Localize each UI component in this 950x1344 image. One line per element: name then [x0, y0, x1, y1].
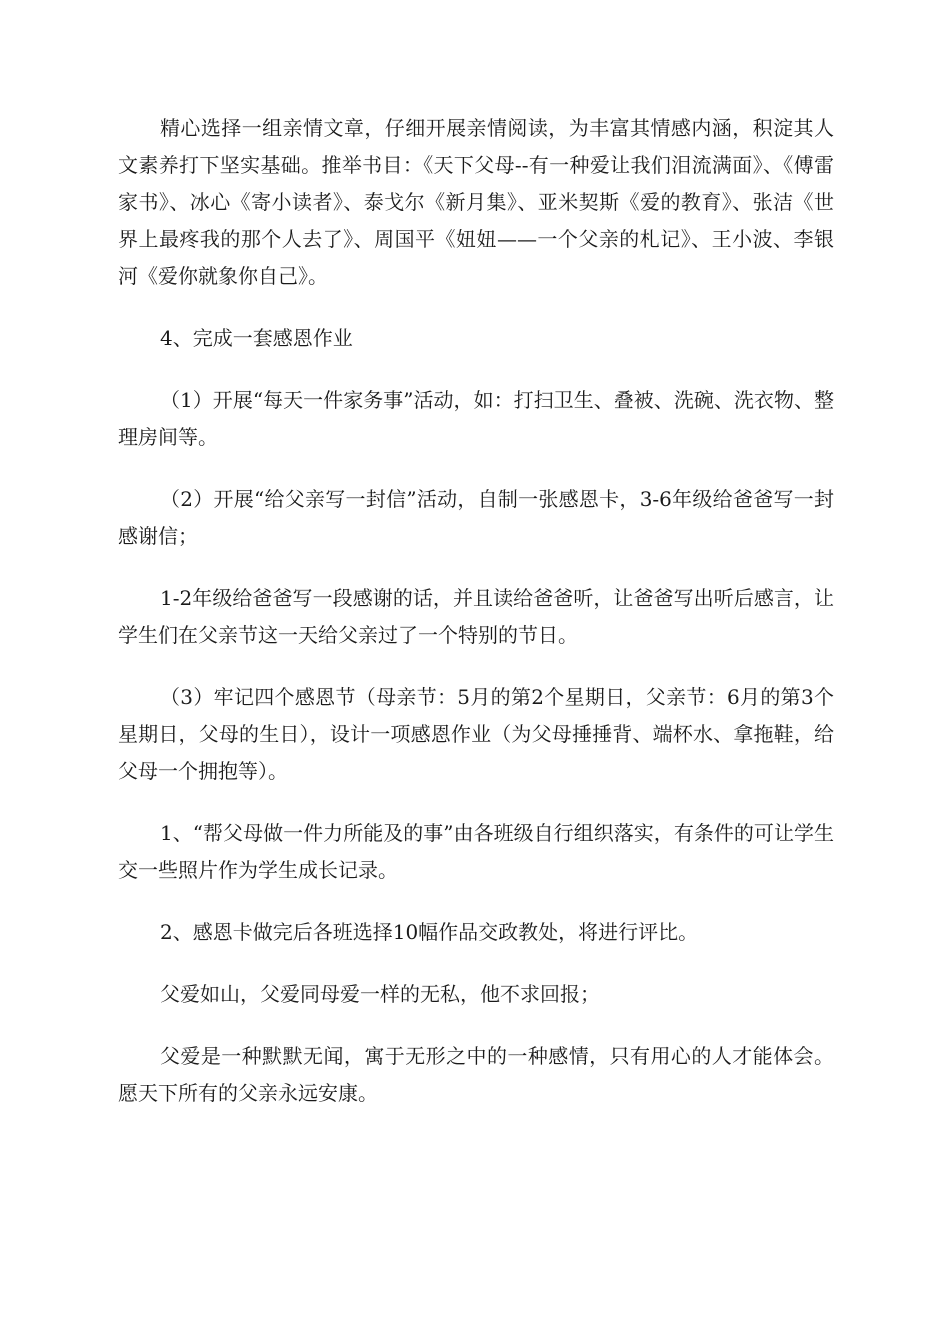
paragraph-item-3-festivals: （3）牢记四个感恩节（母亲节：5月的第2个星期日，父亲节：6月的第3个星期日，父母的生日），设计一项感恩作业（为父母捶捶背、端杯水、拿拖鞋，给父母一个拥抱等）。: [118, 685, 834, 783]
paragraph-item-1-housework: （1）开展“每天一件家务事”活动，如：打扫卫生、叠被、洗碗、洗衣物、整理房间等。: [118, 388, 834, 449]
paragraph-requirement-1: 1、“帮父母做一件力所能及的事”由各班级自行组织落实，有条件的可让学生交一些照片作为学生成长记录。: [118, 821, 834, 882]
paragraph-grade-1-2-note: 1-2年级给爸爸写一段感谢的话，并且读给爸爸听，让爸爸写出听后感言，让学生们在父亲节这一天给父亲过了一个特别的节日。: [118, 586, 834, 647]
document-body: [118, 110, 834, 1137]
paragraph-closing-1: 父爱如山，父爱同母爱一样的无私，他不求回报；: [160, 982, 600, 1006]
paragraph-item-2-letter: （2）开展“给父亲写一封信”活动，自制一张感恩卡，3-6年级给爸爸写一封感谢信；: [118, 487, 834, 548]
paragraph-reading-list: 精心选择一组亲情文章，仔细开展亲情阅读，为丰富其情感内涵，积淀其人文素养打下坚实基础。推举书目：《天下父母--有一种爱让我们泪流满面》、《傅雷家书》、冰心《寄小读者》、泰戈尔《新月集》、亚米契斯《爱的教育》、张洁《世界上最疼我的那个人去了》、周国平《妞妞——一个父亲的札记》、王小波、李银河《爱你就象你自己》。: [118, 116, 834, 288]
paragraph-requirement-2: 2、感恩卡做完后各班选择10幅作品交政教处，将进行评比。: [160, 920, 699, 944]
paragraph-closing-2: 父爱是一种默默无闻，寓于无形之中的一种感情，只有用心的人才能体会。愿天下所有的父亲永远安康。: [118, 1044, 834, 1105]
paragraph-section-4-heading: 4、完成一套感恩作业: [160, 326, 353, 350]
